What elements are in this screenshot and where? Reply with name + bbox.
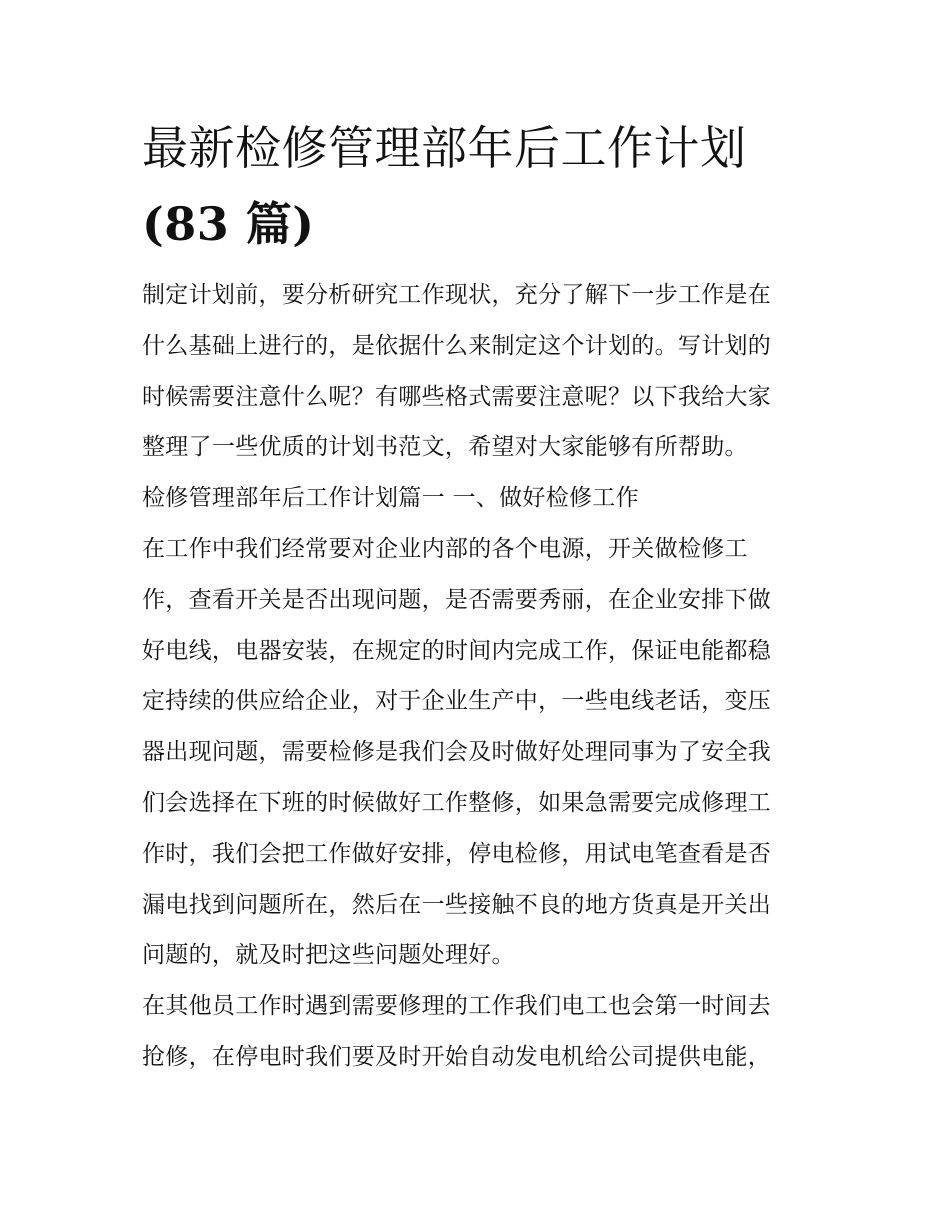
text-line: 漏电找到问题所在，然后在一些接触不良的地方货真是开关出: [142, 891, 772, 918]
text-line: 作，查看开关是否出现问题，是否需要秀丽，在企业安排下做: [142, 586, 772, 613]
text-line: 在其他员工作时遇到需要修理的工作我们电工也会第一时间去: [142, 993, 772, 1020]
title-line-2: (83 篇): [142, 197, 315, 251]
text-line: 什么基础上进行的，是依据什么来制定这个计划的。写计划的: [142, 332, 772, 359]
text-line: 时候需要注意什么呢？有哪些格式需要注意呢？以下我给大家: [142, 383, 772, 410]
document-title: [142, 110, 812, 262]
body-paragraph: [142, 981, 812, 1083]
text-line: 器出现问题，需要检修是我们会及时做好处理同事为了安全我: [142, 739, 772, 766]
text-line: 定持续的供应给企业，对于企业生产中，一些电线老话，变压: [142, 688, 772, 715]
document-content: [142, 110, 812, 1083]
text-line: 们会选择在下班的时候做好工作整修，如果急需要完成修理工: [142, 789, 772, 816]
text-line: 好电线，电器安装，在规定的时间内完成工作，保证电能都稳: [142, 637, 772, 664]
text-line: 抢修，在停电时我们要及时开始自动发电机给公司提供电能，: [142, 1043, 772, 1070]
text-line: 在工作中我们经常要对企业内部的各个电源，开关做检修工: [142, 535, 748, 562]
text-line: 检修管理部年后工作计划篇一 一、做好检修工作: [142, 485, 639, 512]
section-heading: [142, 473, 812, 524]
text-line: 整理了一些优质的计划书范文，希望对大家能够有所帮助。: [142, 434, 748, 461]
intro-paragraph: [142, 270, 812, 473]
document-body: [142, 270, 812, 1083]
title-line-1: 最新检修管理部年后工作计划: [142, 121, 747, 175]
text-line: 制定计划前，要分析研究工作现状，充分了解下一步工作是在: [142, 282, 772, 308]
body-paragraph: [142, 524, 812, 981]
text-line: 问题的，就及时把这些问题处理好。: [142, 942, 515, 969]
text-line: 作时，我们会把工作做好安排，停电检修，用试电笔查看是否: [142, 840, 772, 867]
